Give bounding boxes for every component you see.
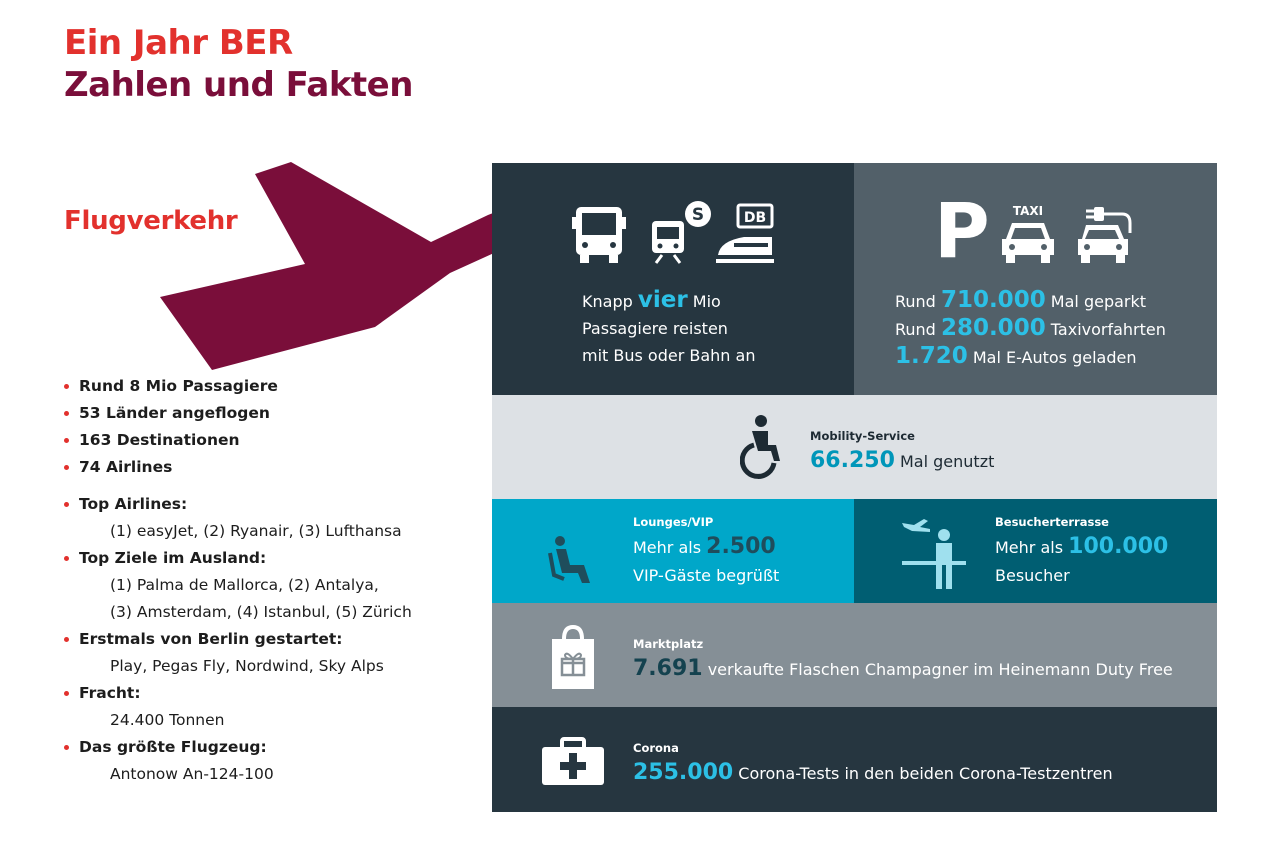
wheelchair-icon (740, 415, 782, 481)
fact-largest-aircraft-label: Das größte Flugzeug: (79, 738, 267, 756)
fact-cargo (64, 680, 484, 734)
visitor-terrace-icon (900, 515, 968, 591)
parking-row-3 (895, 343, 1166, 371)
terrace-line-2: Besucher (995, 566, 1070, 585)
lounge-seat-icon (548, 535, 600, 585)
title-line-1: Ein Jahr BER (64, 23, 293, 63)
fact-cargo-label: Fracht: (79, 684, 141, 702)
fact-largest-aircraft (64, 734, 484, 788)
marketplace-label: Marktplatz (633, 637, 704, 651)
db-badge: DB (743, 210, 767, 226)
corona-value: 255.000 (633, 760, 734, 785)
public-transport-pre: Knapp (582, 292, 633, 311)
parking-row-2-pre: Rund (895, 320, 936, 339)
fact-top-destinations-label: Top Ziele im Ausland: (79, 549, 267, 567)
tile-visitor-terrace (854, 499, 1217, 603)
airplane-icon (150, 160, 540, 370)
tile-corona (492, 707, 1217, 812)
parking-row-1-pre: Rund (895, 292, 936, 311)
tram-icon (650, 219, 686, 265)
mobility-value: 66.250 (810, 448, 895, 473)
parking-row-1-value: 710.000 (940, 287, 1046, 313)
s-bahn-icon (684, 200, 712, 228)
facts-list (64, 373, 484, 788)
fact-destinations: 163 Destinationen (64, 427, 484, 454)
parking-text (895, 287, 1166, 371)
parking-row-2-post: Taxivorfahrten (1050, 320, 1166, 339)
parking-row-2-value: 280.000 (940, 315, 1046, 341)
taxi-icon (1000, 203, 1056, 265)
lounges-line-1 (633, 533, 779, 562)
mobility-text (810, 447, 994, 476)
fact-first-flights-label: Erstmals von Berlin gestartet: (79, 630, 343, 648)
lounges-line-2: VIP-Gäste begrüßt (633, 566, 780, 585)
public-transport-line-2: Passagiere reisten (582, 319, 728, 338)
parking-row-2 (895, 315, 1166, 343)
fact-first-flights (64, 626, 484, 680)
public-transport-text (582, 287, 755, 369)
marketplace-text (633, 655, 1173, 684)
s-bahn-badge: S (691, 205, 705, 225)
parking-row-3-post: Mal E-Autos geladen (972, 348, 1137, 367)
public-transport-line-1 (582, 287, 755, 315)
fact-countries: 53 Länder angeflogen (64, 400, 484, 427)
marketplace-value: 7.691 (633, 656, 703, 681)
terrace-label: Besucherterrasse (995, 515, 1109, 529)
tile-lounges (492, 499, 854, 603)
first-aid-kit-icon (540, 737, 606, 787)
fact-top-airlines-label: Top Airlines: (79, 495, 188, 513)
parking-icon: P (934, 186, 990, 275)
corona-text (633, 759, 1113, 788)
parking-row-1-post: Mal geparkt (1050, 292, 1147, 311)
fact-top-airlines-value: (1) easyJet, (2) Ryanair, (3) Lufthansa (110, 522, 402, 540)
lounges-pre: Mehr als (633, 538, 702, 557)
bus-icon (572, 203, 626, 265)
terrace-value: 100.000 (1068, 534, 1169, 559)
e-car-icon (1076, 203, 1136, 265)
fact-first-flights-value: Play, Pegas Fly, Nordwind, Sky Alps (110, 657, 384, 675)
fact-top-destinations-value-1: (1) Palma de Mallorca, (2) Antalya, (110, 576, 379, 594)
fact-largest-aircraft-value: Antonow An-124-100 (110, 765, 274, 783)
corona-label: Corona (633, 741, 679, 755)
section-heading: Flugverkehr (64, 206, 238, 236)
terrace-pre: Mehr als (995, 538, 1064, 557)
parking-row-1 (895, 287, 1166, 315)
public-transport-line-3: mit Bus oder Bahn an (582, 346, 756, 365)
lounges-label: Lounges/VIP (633, 515, 714, 529)
terrace-line-1 (995, 533, 1168, 562)
fact-cargo-value: 24.400 Tonnen (110, 711, 225, 729)
mobility-label: Mobility-Service (810, 429, 915, 443)
public-transport-value: vier (637, 287, 688, 313)
tile-marketplace (492, 603, 1217, 707)
fact-top-destinations-value-2: (3) Amsterdam, (4) Istanbul, (5) Zürich (110, 603, 412, 621)
tile-public-transport (492, 163, 854, 395)
page-title (64, 22, 413, 106)
marketplace-post: verkaufte Flaschen Champagner im Heinemann Duty Free (707, 660, 1173, 679)
tile-parking (854, 163, 1217, 395)
taxi-label: TAXI (1012, 204, 1044, 218)
tile-mobility-service (492, 395, 1217, 499)
mobility-post: Mal genutzt (900, 452, 995, 471)
title-line-2: Zahlen und Fakten (64, 65, 413, 105)
shopping-bag-icon (550, 625, 596, 691)
fact-airlines: 74 Airlines (64, 454, 484, 481)
db-train-icon (714, 203, 776, 265)
public-transport-unit: Mio (692, 292, 721, 311)
stats-grid (492, 163, 1217, 812)
parking-row-3-value: 1.720 (895, 343, 968, 369)
lounges-text (633, 533, 779, 590)
terrace-text (995, 533, 1168, 590)
lounges-value: 2.500 (706, 534, 776, 559)
fact-top-airlines (64, 491, 484, 545)
corona-post: Corona-Tests in den beiden Corona-Testzentren (738, 764, 1113, 783)
fact-top-destinations (64, 545, 484, 626)
fact-passengers: Rund 8 Mio Passagiere (64, 373, 484, 400)
